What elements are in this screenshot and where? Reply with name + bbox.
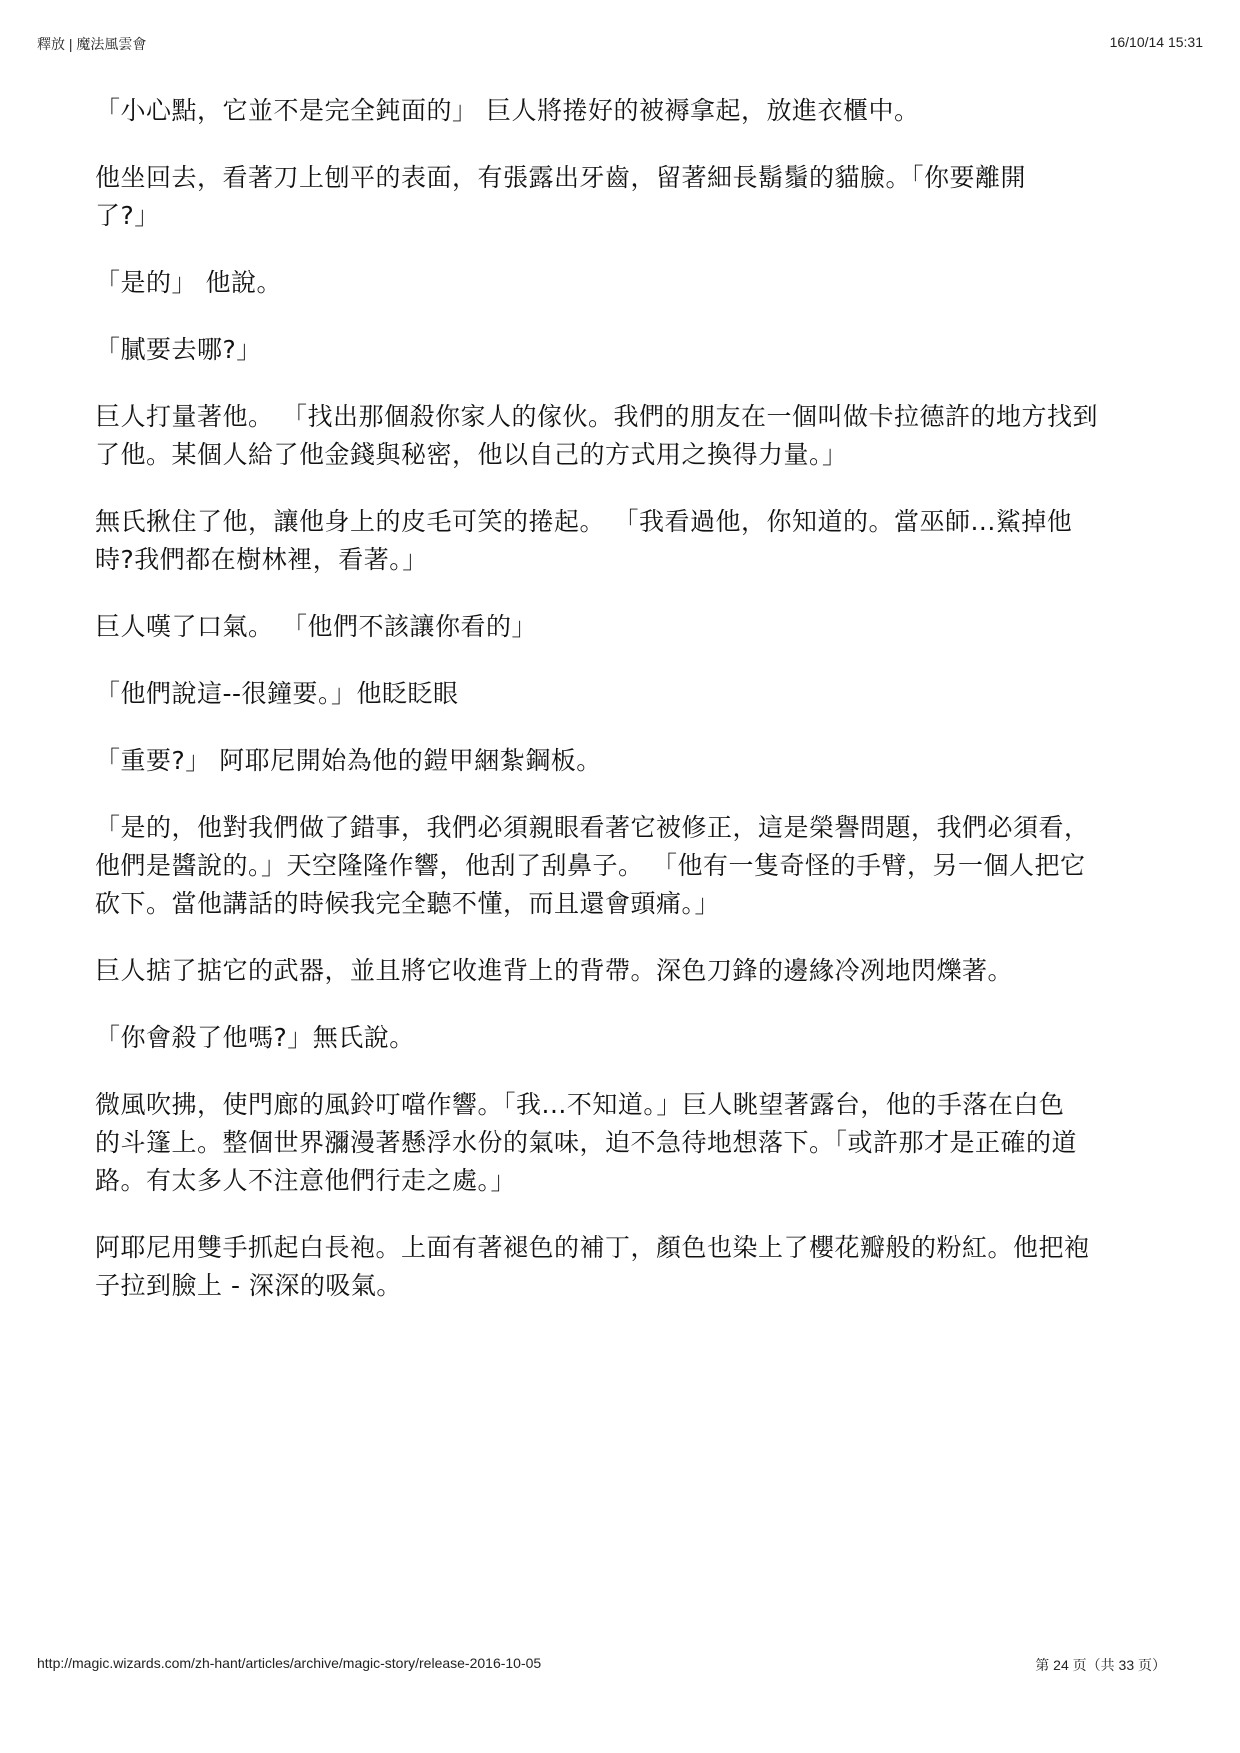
print-datetime: 16/10/14 15:31 — [1109, 34, 1203, 50]
article-body — [95, 92, 1150, 1334]
paragraph: 巨人掂了掂它的武器，並且將它收進背上的背帶。深色刀鋒的邊緣冷冽地閃爍著。 — [95, 956, 1014, 985]
paragraph: 「膩要去哪?」 — [95, 335, 262, 364]
paragraph: 「小心點，它並不是完全鈍面的」 巨人將捲好的被褥拿起，放進衣櫃中。 — [95, 96, 920, 125]
source-url[interactable]: http://magic.wizards.com/zh-hant/articles/archive/magic-story/release-2016-10-05 — [37, 1655, 542, 1671]
paragraph: 「你會殺了他嗎?」無氏說。 — [95, 1023, 415, 1052]
paragraph: 「重要?」 阿耶尼開始為他的鎧甲綑紮鋼板。 — [95, 746, 602, 775]
print-footer — [37, 1655, 1203, 1675]
paragraph: 他坐回去，看著刀上刨平的表面，有張露出牙齒，留著細長鬍鬚的貓臉。「你要離開 了?」 — [95, 163, 1027, 230]
print-header — [37, 34, 1203, 54]
paragraph: 阿耶尼用雙手抓起白長袍。上面有著褪色的補丁，顏色也染上了櫻花瓣般的粉紅。他把袍 子拉到臉上 - 深深的吸氣。 — [95, 1233, 1090, 1300]
paragraph: 「他們說這--很鐘要。」他眨眨眼 — [95, 679, 459, 708]
paragraph: 無氏揪住了他，讓他身上的皮毛可笑的捲起。 「我看過他，你知道的。當巫師...鯊掉他 時?我們都在樹林裡，看著。」 — [95, 507, 1073, 574]
paragraph: 微風吹拂，使門廊的風鈴叮噹作響。「我...不知道。」巨人眺望著露台，他的手落在白色 的斗篷上。整個世界瀰漫著懸浮水份的氣味，迫不急待地想落下。「或許那才是正確的道 路。有太多人不注意他們行走之處。」 — [95, 1090, 1078, 1195]
page-indicator: 第 24 页（共 33 页） — [1035, 1657, 1166, 1673]
paragraph: 巨人嘆了口氣。 「他們不該讓你看的」 — [95, 612, 537, 641]
paragraph: 「是的」 他說。 — [95, 268, 282, 297]
paragraph: 巨人打量著他。 「找出那個殺你家人的傢伙。我們的朋友在一個叫做卡拉德許的地方找到 了他。某個人給了他金錢與秘密，他以自己的方式用之換得力量。」 — [95, 402, 1098, 469]
page-title: 釋放 | 魔法風雲會 — [37, 36, 147, 52]
paragraph: 「是的，他對我們做了錯事，我們必須親眼看著它被修正，這是榮譽問題，我們必須看， 他們是醬說的。」天空隆隆作響，他刮了刮鼻子。 「他有一隻奇怪的手臂，另一個人把它 砍下。當他講話的時候我完全聽不懂，而且還會頭痛。」 — [95, 813, 1090, 918]
